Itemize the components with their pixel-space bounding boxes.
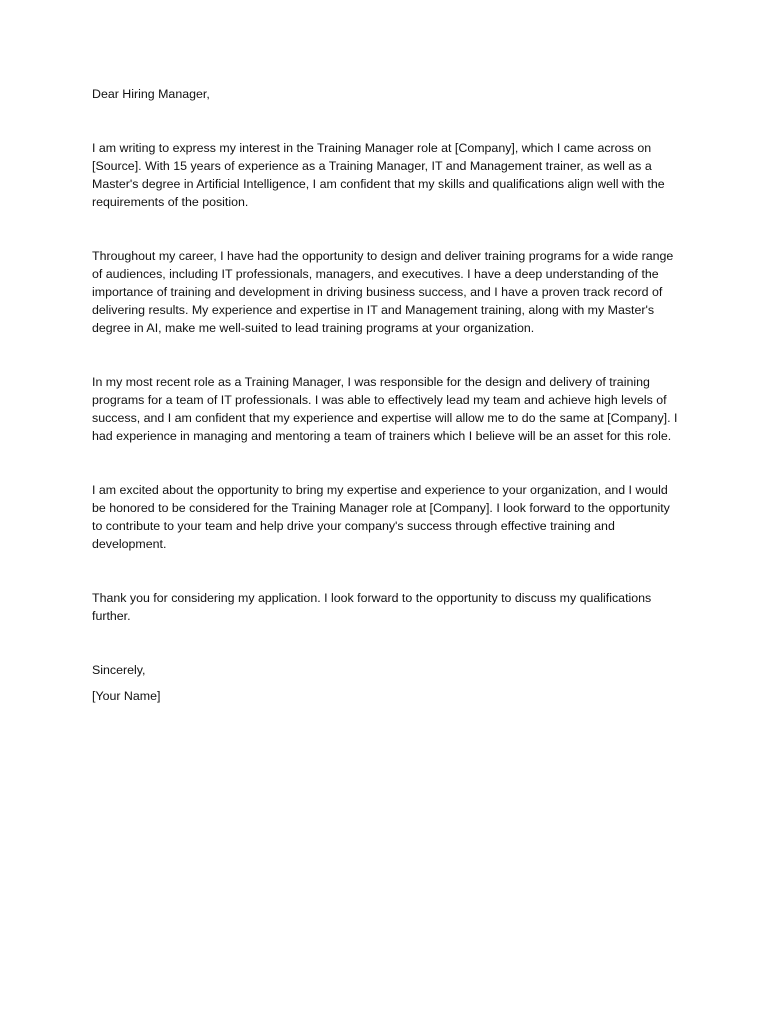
- paragraph-excitement: I am excited about the opportunity to bring my expertise and experience to your organization, and I would be honored to be considered for the Training Manager role at [Company]. I look forward to the opportunity to contribute to your team and help drive your company's success through effective training and development.: [92, 483, 670, 551]
- paragraph-thanks: Thank you for considering my application. I look forward to the opportunity to discuss my qualifications further.: [92, 591, 652, 623]
- paragraph-recent-role: In my most recent role as a Training Manager, I was responsible for the design and delivery of training programs for a team of IT professionals. I was able to effectively lead my team and achieve high levels of success, and I am confident that my experience and expertise will allow me to do the same at [Company]. I had experience in managing and mentoring a team of trainers which I believe will be an asset for this role.: [92, 375, 678, 443]
- closing: Sincerely,: [92, 663, 146, 677]
- cover-letter: [92, 85, 682, 705]
- salutation: Dear Hiring Manager,: [92, 87, 210, 101]
- paragraph-intro: I am writing to express my interest in the Training Manager role at [Company], which I came across on [Source]. With 15 years of experience as a Training Manager, IT and Management trainer, as well as a Master's degree in Artificial Intelligence, I am confident that my skills and qualifications align well with the requirements of the position.: [92, 141, 665, 209]
- paragraph-career: Throughout my career, I have had the opportunity to design and deliver training programs for a wide range of audiences, including IT professionals, managers, and executives. I have a deep understanding of the importance of training and development in driving business success, and I have a proven track record of delivering results. My experience and expertise in IT and Management training, along with my Master's degree in AI, make me well-suited to lead training programs at your organization.: [92, 249, 674, 335]
- signature: [Your Name]: [92, 689, 161, 703]
